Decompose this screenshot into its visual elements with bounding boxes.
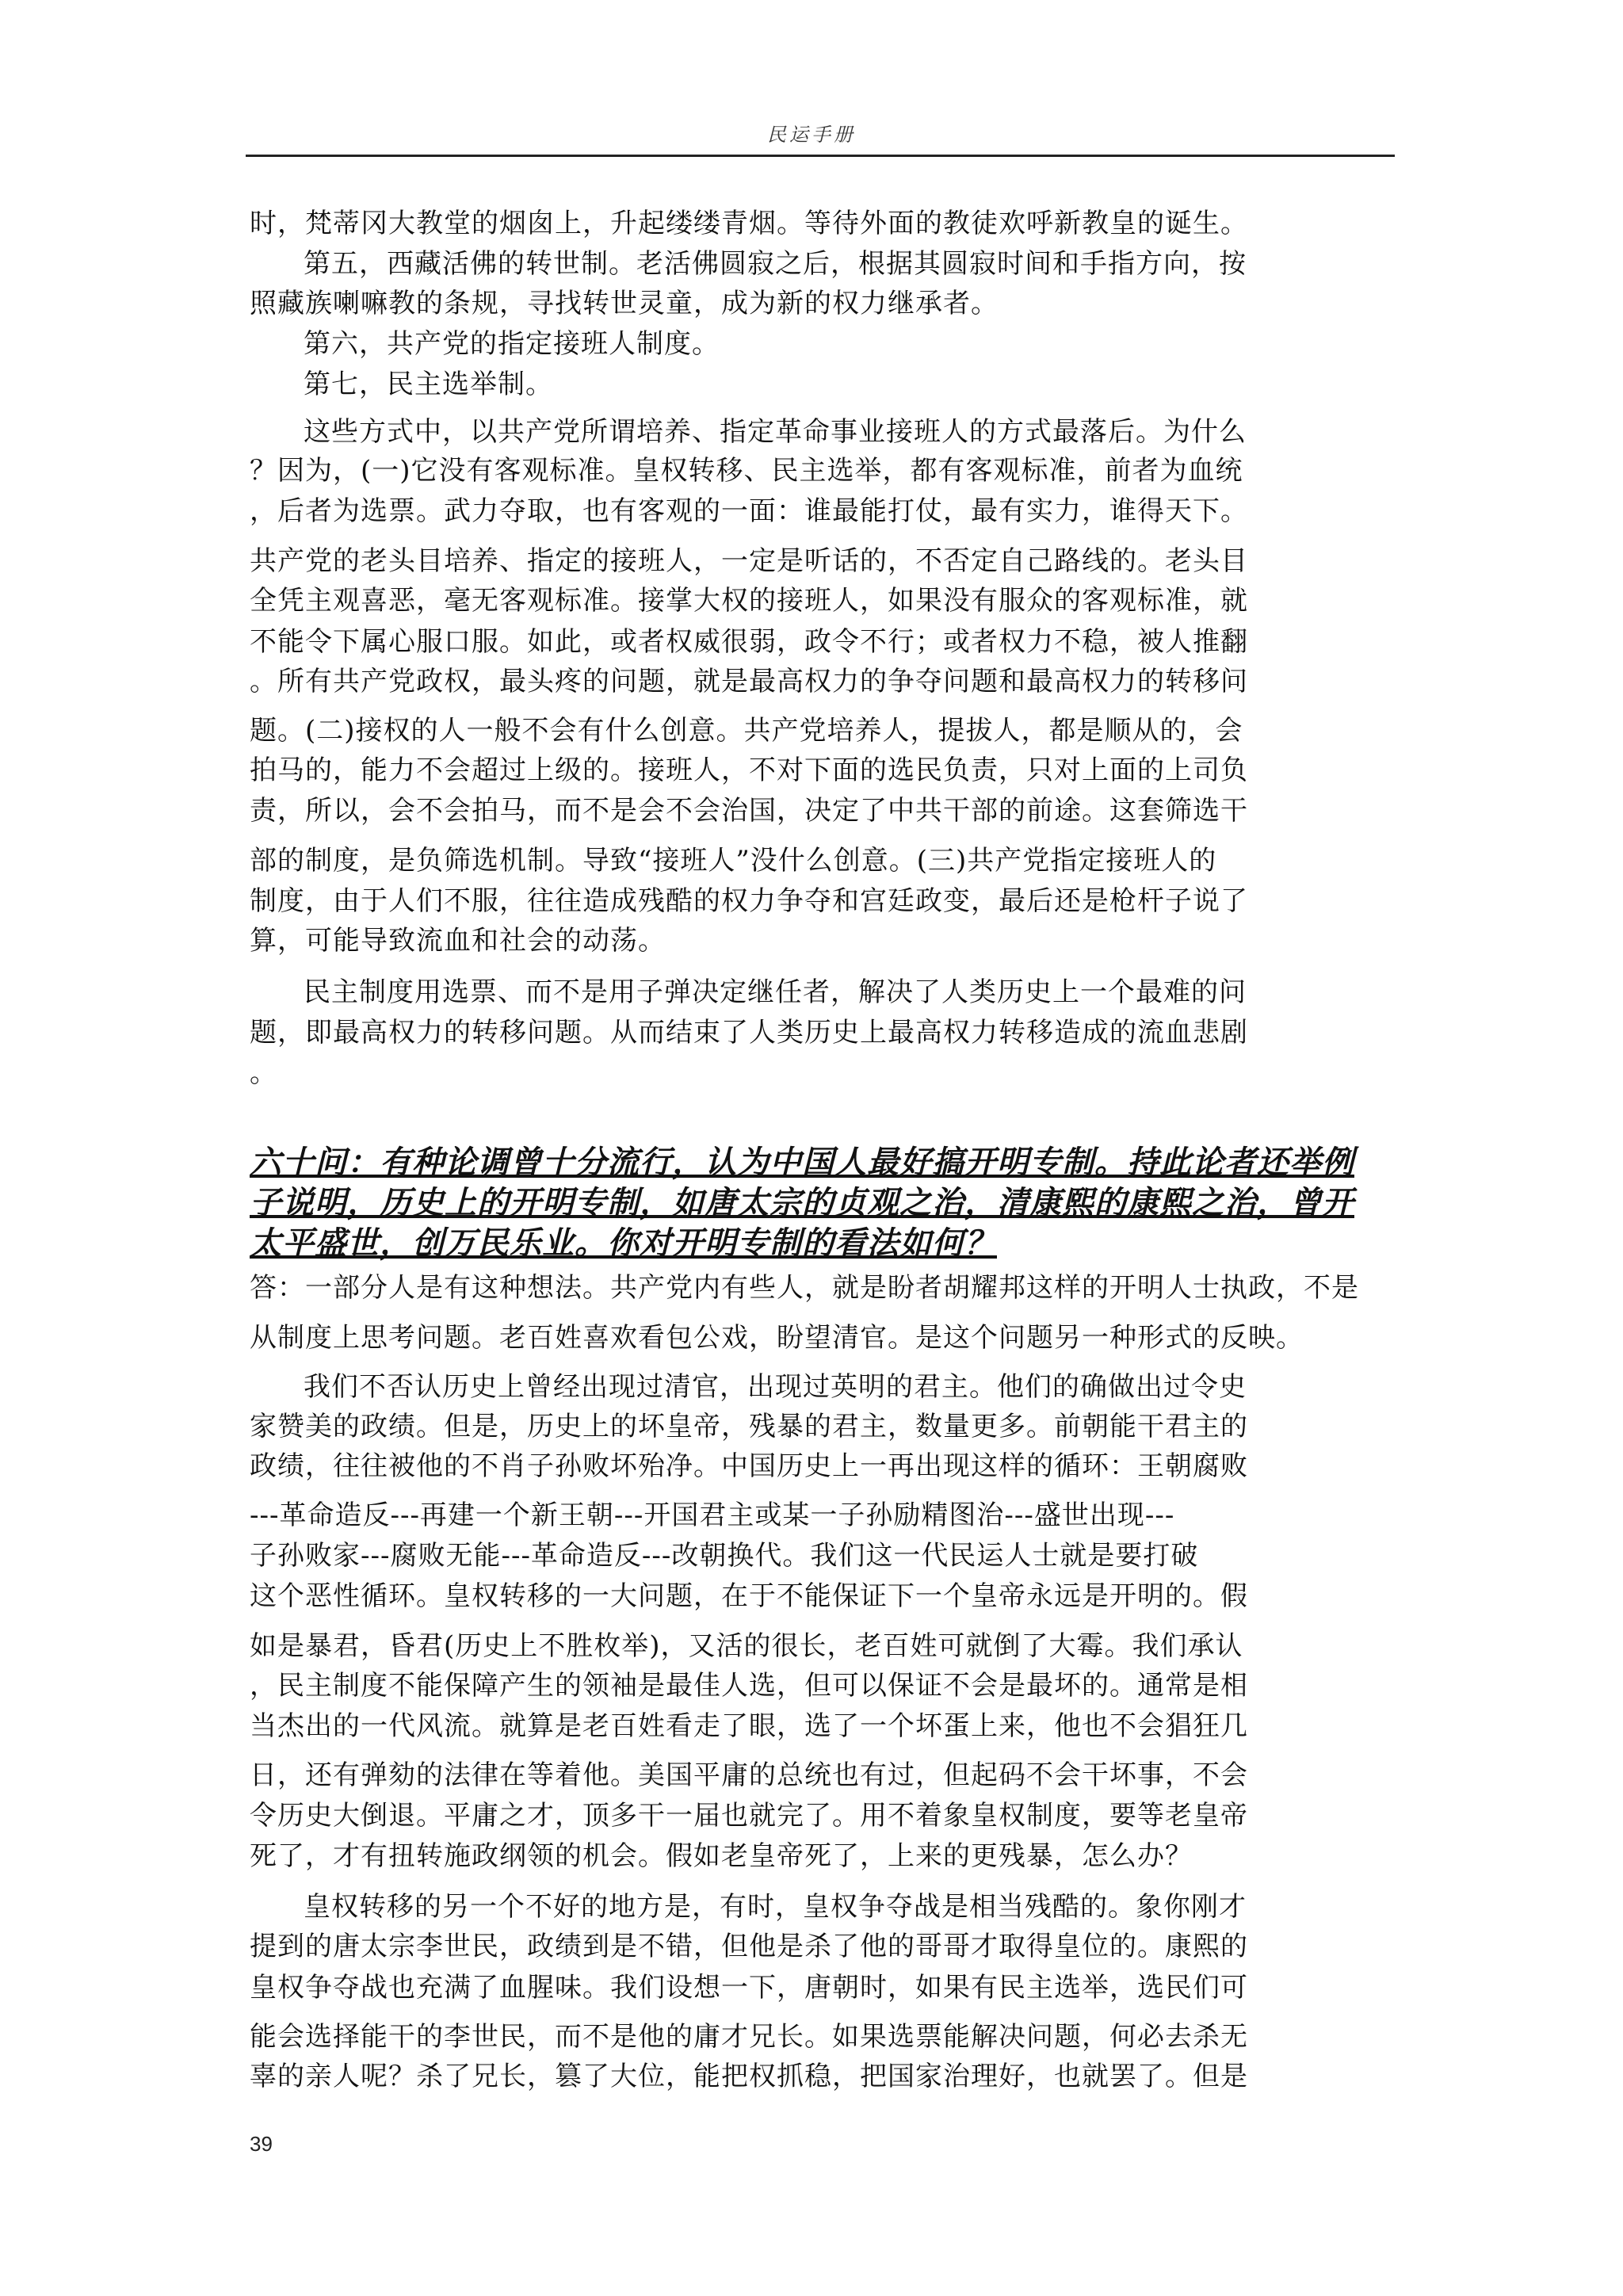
question-heading-line: 太平盛世，创万民乐业。你对开明专制的看法如何？ bbox=[250, 1224, 997, 1262]
text-line: 民主制度用选票、而不是用子弹决定继任者，解决了人类历史上一个最难的问 bbox=[304, 976, 1247, 1008]
text-line: 从制度上思考问题。老百姓喜欢看包公戏，盼望清官。是这个问题另一种形式的反映。 bbox=[250, 1322, 1304, 1354]
text-line: 算，可能导致流血和社会的动荡。 bbox=[250, 925, 666, 957]
text-line: 当杰出的一代风流。就算是老百姓看走了眼，选了一个坏蛋上来，他也不会猖狂几 bbox=[250, 1710, 1248, 1742]
text-line: 部的制度，是负筛选机制。导致“接班人”没什么创意。(三)共产党指定接班人的 bbox=[250, 845, 1217, 877]
text-line: 第五，西藏活佛的转世制。老活佛圆寂之后，根据其圆寂时间和手指方向，按 bbox=[304, 248, 1247, 280]
text-line: 如是暴君，昏君(历史上不胜枚举)，又活的很长，老百姓可就倒了大霉。我们承认 bbox=[250, 1630, 1243, 1662]
text-line: 第六，共产党的指定接班人制度。 bbox=[304, 328, 720, 360]
text-line: ，民主制度不能保障产生的领袖是最佳人选，但可以保证不会是最坏的。通常是相 bbox=[250, 1670, 1248, 1702]
answer-line: 答：一部分人是有这种想法。共产党内有些人，就是盼者胡耀邦这样的开明人士执政，不是 bbox=[250, 1272, 1359, 1304]
text-line: ，后者为选票。武力夺取，也有客观的一面：谁最能打仗，最有实力，谁得天下。 bbox=[250, 495, 1248, 527]
text-line: 日，还有弹劾的法律在等着他。美国平庸的总统也有过，但起码不会干坏事，不会 bbox=[250, 1759, 1248, 1791]
text-line: 能会选择能干的李世民，而不是他的庸才兄长。如果选票能解决问题，何必去杀无 bbox=[250, 2021, 1248, 2053]
text-line: 。 bbox=[250, 1057, 277, 1089]
text-line: 这个恶性循环。皇权转移的一大问题，在于不能保证下一个皇帝永远是开明的。假 bbox=[250, 1580, 1248, 1612]
text-line: 皇权转移的另一个不好的地方是，有时，皇权争夺战是相当残酷的。象你刚才 bbox=[304, 1891, 1247, 1923]
text-line: 拍马的，能力不会超过上级的。接班人，不对下面的选民负责，只对上面的上司负 bbox=[250, 755, 1248, 786]
text-line: 责，所以，会不会拍马，而不是会不会治国，决定了中共干部的前途。这套筛选干 bbox=[250, 795, 1248, 827]
text-line: ？因为，(一)它没有客观标准。皇权转移、民主选举，都有客观标准，前者为血统 bbox=[250, 455, 1243, 487]
text-line: 我们不否认历史上曾经出现过清官，出现过英明的君主。他们的确做出过令史 bbox=[304, 1371, 1247, 1403]
text-line: 令历史大倒退。平庸之才，顶多干一届也就完了。用不着象皇权制度，要等老皇帝 bbox=[250, 1800, 1248, 1832]
text-line: 提到的唐太宗李世民，政绩到是不错，但他是杀了他的哥哥才取得皇位的。康熙的 bbox=[250, 1931, 1248, 1962]
text-line: 子孙败家---腐败无能---革命造反---改朝换代。我们这一代民运人士就是要打破 bbox=[250, 1540, 1199, 1572]
text-line: 第七，民主选举制。 bbox=[304, 369, 553, 400]
text-line: 家赞美的政绩。但是，历史上的坏皇帝，残暴的君主，数量更多。前朝能干君主的 bbox=[250, 1411, 1248, 1442]
text-line: 不能令下属心服口服。如此，或者权威很弱，政令不行；或者权力不稳，被人推翻 bbox=[250, 626, 1248, 658]
header-title: 民运手册 bbox=[767, 124, 856, 146]
text-line: ---革命造反---再建一个新王朝---开国君主或某一子孙励精图治---盛世出现--- bbox=[250, 1499, 1175, 1531]
text-line: 全凭主观喜恶，毫无客观标准。接掌大权的接班人，如果没有服众的客观标准，就 bbox=[250, 585, 1248, 617]
text-line: 辜的亲人呢？杀了兄长，篡了大位，能把权抓稳，把国家治理好，也就罢了。但是 bbox=[250, 2061, 1248, 2092]
text-line: 时，梵蒂冈大教堂的烟囱上，升起缕缕青烟。等待外面的教徒欢呼新教皇的诞生。 bbox=[250, 208, 1248, 239]
text-line: 题。(二)接权的人一般不会有什么创意。共产党培养人，提拔人，都是顺从的，会 bbox=[250, 715, 1243, 747]
question-heading-line: 六十问：有种论调曾十分流行，认为中国人最好搞开明专制。持此论者还举例 bbox=[250, 1144, 1354, 1181]
page-number: 39 bbox=[250, 2132, 273, 2156]
text-line: 共产党的老头目培养、指定的接班人，一定是听话的，不否定自己路线的。老头目 bbox=[250, 545, 1248, 577]
text-line: 照藏族喇嘛教的条规，寻找转世灵童，成为新的权力继承者。 bbox=[250, 288, 999, 319]
text-line: 。所有共产党政权，最头疼的问题，就是最高权力的争夺问题和最高权力的转移问 bbox=[250, 666, 1248, 697]
text-line: 这些方式中，以共产党所谓培养、指定革命事业接班人的方式最落后。为什么 bbox=[304, 416, 1247, 448]
text-line: 皇权争夺战也充满了血腥味。我们设想一下，唐朝时，如果有民主选举，选民们可 bbox=[250, 1972, 1248, 2004]
text-line: 题，即最高权力的转移问题。从而结束了人类历史上最高权力转移造成的流血悲剧 bbox=[250, 1017, 1248, 1049]
question-heading-line: 子说明，历史上的开明专制，如唐太宗的贞观之治，清康熙的康熙之治，曾开 bbox=[250, 1184, 1354, 1221]
header-rule bbox=[246, 155, 1395, 157]
text-line: 制度，由于人们不服，往往造成残酷的权力争夺和宫廷政变，最后还是枪杆子说了 bbox=[250, 885, 1248, 917]
text-line: 死了，才有扭转施政纲领的机会。假如老皇帝死了，上来的更残暴，怎么办？ bbox=[250, 1840, 1193, 1872]
text-line: 政绩，往往被他的不肖子孙败坏殆净。中国历史上一再出现这样的循环：王朝腐败 bbox=[250, 1450, 1248, 1482]
